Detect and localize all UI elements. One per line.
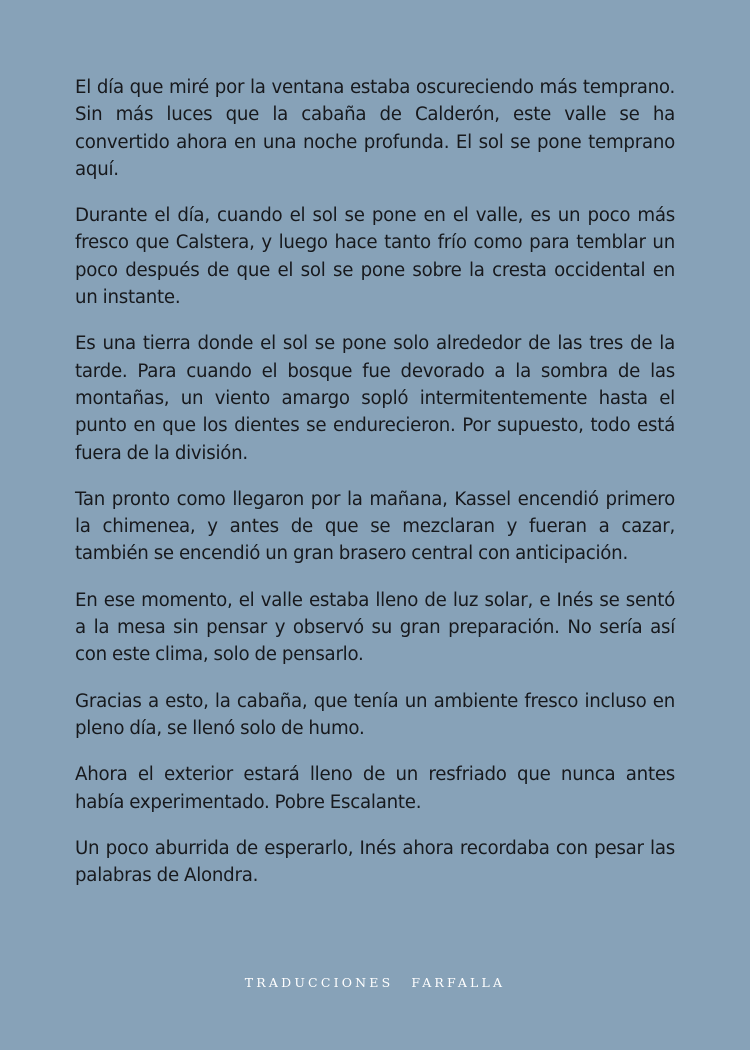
paragraph-3: Es una tierra donde el sol se pone solo alrededor de las tres de la tarde. Para cuando el bosque fue devorado a la sombra de las montañas, un viento amargo sopló intermitentemente hasta el punto en que los dientes se endurecieron. Por supuesto, todo está fuera de la división. <box>75 333 675 464</box>
footer-credit <box>0 975 750 990</box>
paragraph-2: Durante el día, cuando el sol se pone en el valle, es un poco más fresco que Calstera, y luego hace tanto frío como para temblar un poco después de que el sol se pone sobre la cresta occidental en un instante. <box>75 205 675 309</box>
footer-word-1: TRADUCCIONES <box>244 975 394 990</box>
paragraph-8: Un poco aburrida de esperarlo, Inés ahora recordaba con pesar las palabras de Alondra. <box>75 837 675 887</box>
paragraph-4: Tan pronto como llegaron por la mañana, Kassel encendió primero la chimenea, y antes de que se mezclaran y fueran a cazar, también se encendió un gran brasero central con anticipación. <box>75 488 675 565</box>
paragraph-5: En ese momento, el valle estaba lleno de luz solar, e Inés se sentó a la mesa sin pensar y observó su gran preparación. No sería así con este clima, solo de pensarlo. <box>75 589 675 666</box>
paragraph-6: Gracias a esto, la cabaña, que tenía un ambiente fresco incluso en pleno día, se llenó solo de humo. <box>75 690 675 739</box>
paragraph-1: El día que miré por la ventana estaba oscureciendo más temprano. Sin más luces que la cabaña de Calderón, este valle se ha convertido ahora en una noche profunda. El sol se pone temprano aquí. <box>75 77 675 180</box>
paragraph-7: Ahora el exterior estará lleno de un resfriado que nunca antes había experimentado. Pobre Escalante. <box>75 764 675 813</box>
footer-word-2: FARFALLA <box>411 975 506 990</box>
body-text <box>75 74 675 908</box>
